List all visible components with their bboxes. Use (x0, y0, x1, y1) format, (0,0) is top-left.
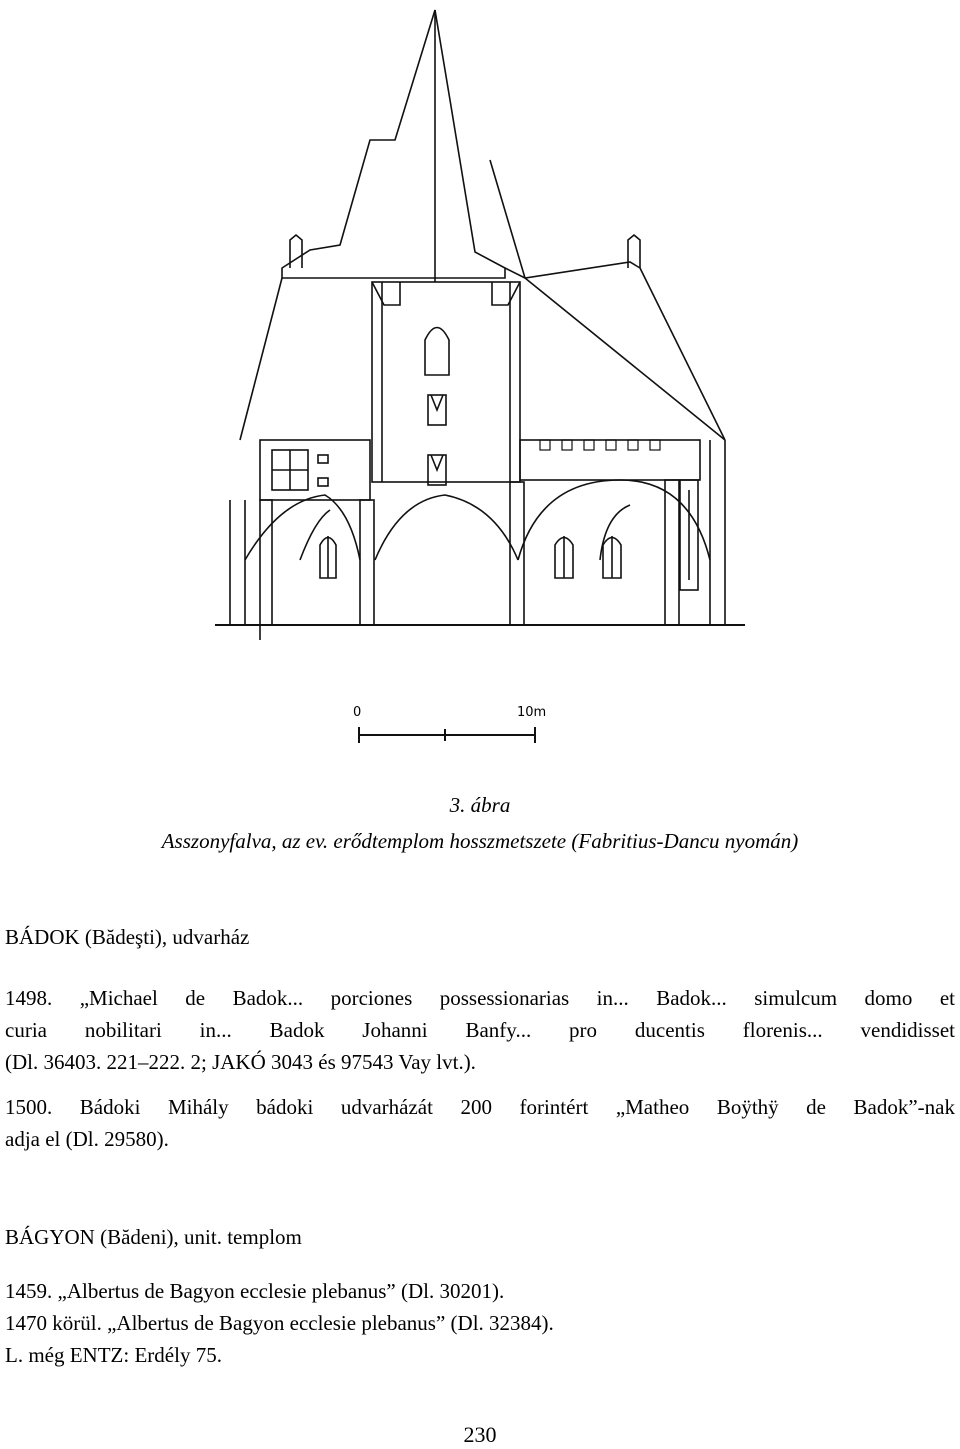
church-section-drawing (200, 0, 760, 650)
entry-line: adja el (Dl. 29580). (5, 1127, 169, 1151)
scale-start-label: 0 (353, 705, 362, 720)
scale-bar (345, 705, 565, 750)
entry-line: 1500. Bádoki Mihály bádoki udvarházát 200 forintért „Matheo Boÿthÿ de Badok”-nak (5, 1095, 955, 1119)
scale-bar-graphic (345, 723, 565, 745)
figure-number: 3. ábra (449, 793, 511, 817)
entry-heading: BÁGYON (Bădeni), unit. templom (5, 1225, 302, 1249)
entry-line: curia nobilitari in... Badok Johanni Banfy... pro ducentis florenis... vendidisset (5, 1018, 955, 1042)
scale-end-label: 10m (517, 705, 547, 720)
entry-line: 1470 körül. „Albertus de Bagyon ecclesie plebanus” (Dl. 32384). (5, 1311, 554, 1335)
entry-line: (Dl. 36403. 221–222. 2; JAKÓ 3043 és 97543 Vay lvt.). (5, 1050, 476, 1074)
entry-line: 1498. „Michael de Badok... porciones possessionarias in... Badok... simulcum domo et (5, 986, 955, 1010)
figure-caption: Asszonyfalva, az ev. erődtemplom hosszmetszete (Fabritius-Dancu nyomán) (161, 829, 799, 853)
entry-heading: BÁDOK (Bădeşti), udvarház (5, 925, 250, 949)
entry-line: L. még ENTZ: Erdély 75. (5, 1343, 222, 1367)
page-number: 230 (463, 1422, 497, 1447)
entry-line: 1459. „Albertus de Bagyon ecclesie plebanus” (Dl. 30201). (5, 1279, 505, 1303)
